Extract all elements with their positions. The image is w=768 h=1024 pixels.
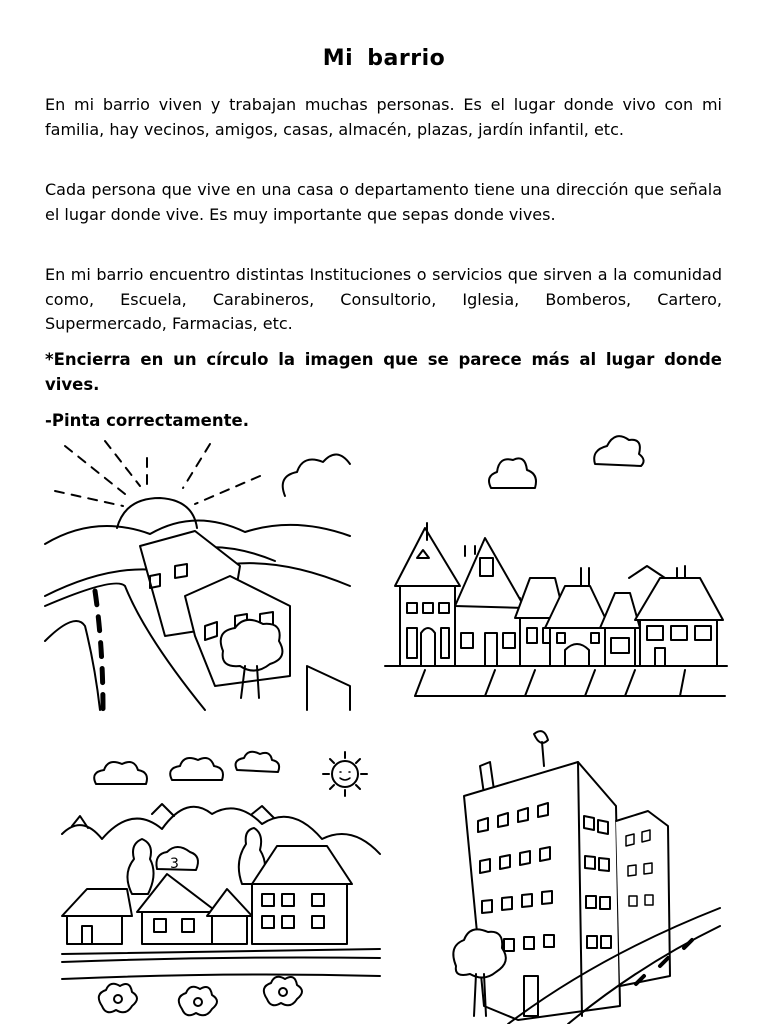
instruction-circle: *Encierra en un círculo la imagen que se parece más al lugar donde vives. xyxy=(45,350,722,394)
house-number: 3 xyxy=(170,856,179,872)
illustration-mountain-village[interactable] xyxy=(62,744,380,1024)
illustration-apartment-building[interactable] xyxy=(448,726,720,1024)
illustration-town-houses[interactable] xyxy=(385,428,727,708)
paragraph-intro: En mi barrio viven y trabajan muchas personas. Es el lugar donde vivo con mi familia, hay vecinos, amigos, casas, almacén, plazas, jardín infantil, etc. xyxy=(45,95,722,139)
illustration-hills-road[interactable] xyxy=(45,436,355,710)
page-title: Mi barrio xyxy=(322,46,446,71)
paragraph-institutions: En mi barrio encuentro distintas Instituciones o servicios que sirven a la comunidad como, Escuela, Carabineros, Consultorio, Iglesia, Bomberos, Cartero, Supermercado, Farmacias, etc. xyxy=(45,265,722,333)
instruction-paint: -Pinta correctamente. xyxy=(45,411,249,430)
paragraph-address: Cada persona que vive en una casa o departamento tiene una dirección que señala el lugar donde vive. Es muy importante que sepas donde vives. xyxy=(45,180,722,224)
